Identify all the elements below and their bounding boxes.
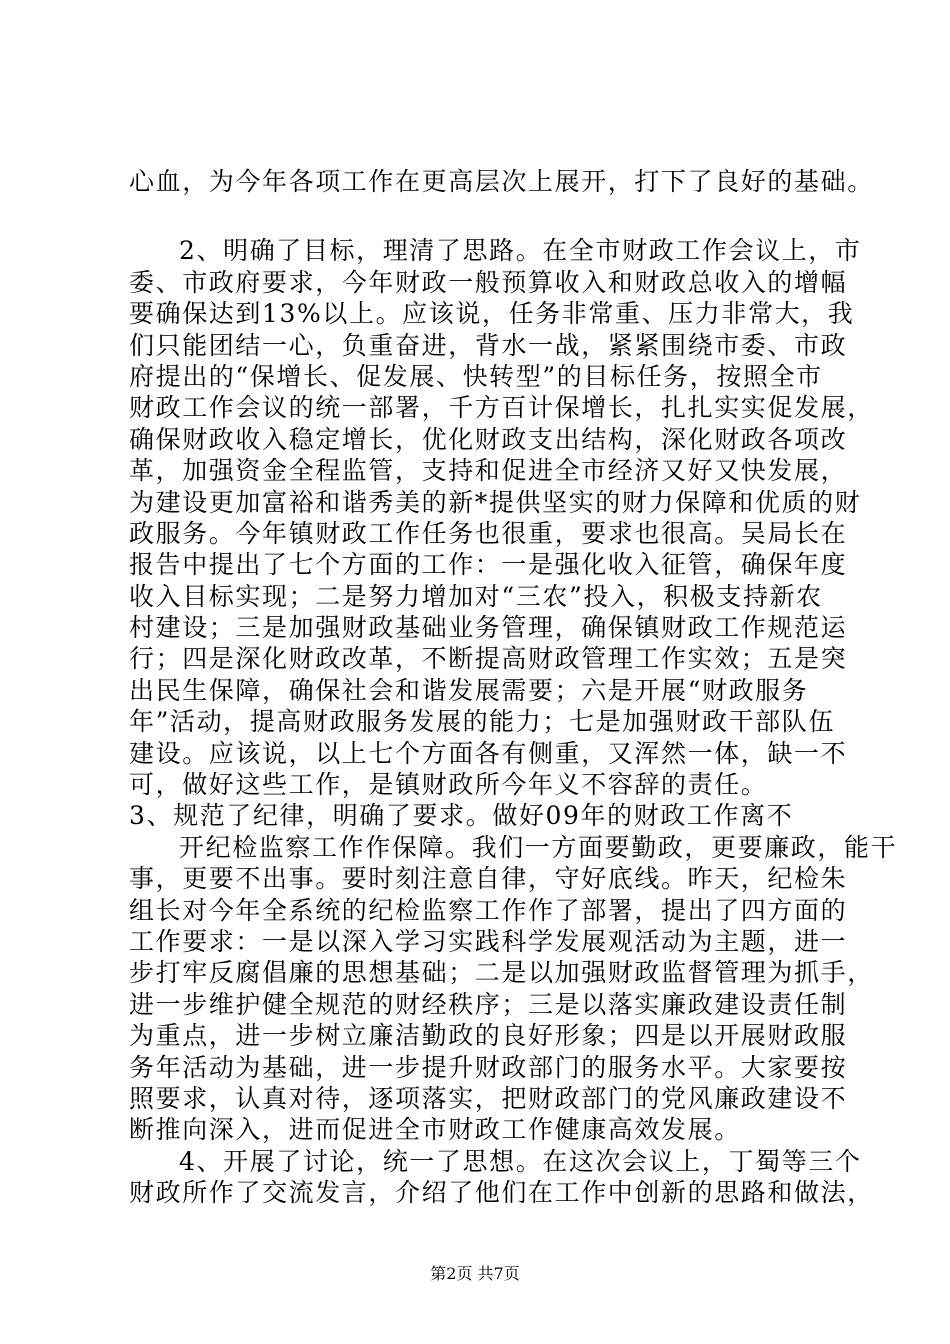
text-line: 3、规范了纪律，明确了要求。做好09年的财政工作离不: [129, 801, 794, 831]
text-line: 照要求，认真对待，逐项落实，把财政部门的党风廉政建设不: [129, 1083, 848, 1113]
text-line: 们只能团结一心，负重奋进，背水一战，紧紧围绕市委、市政: [129, 330, 848, 360]
text-line: 出民生保障，确保社会和谐发展需要；六是开展“财政服务: [129, 675, 809, 705]
text-line: 财政所作了交流发言，介绍了他们在工作中创新的思路和做法，: [129, 1178, 874, 1208]
text-line: 报告中提出了七个方面的工作：一是强化收入征管，确保年度: [129, 550, 848, 580]
page-number-footer: 第2页 共7页: [430, 1264, 520, 1283]
text-line: 要确保达到13%以上。应该说，任务非常重、压力非常大，我: [129, 299, 855, 329]
text-line: 开纪检监察工作作保障。我们一方面要勤政，更要廉政，能干: [179, 832, 898, 862]
text-line: 为建设更加富裕和谐秀美的新*提供坚实的财力保障和优质的财: [129, 487, 862, 517]
text-line: 府提出的“保增长、促发展、快转型”的目标任务，按照全市: [129, 361, 823, 391]
text-line: 步打牢反腐倡廉的思想基础；二是以加强财政监督管理为抓手，: [129, 958, 874, 988]
text-line: 2、明确了目标，理清了思路。在全市财政工作会议上，市: [179, 236, 862, 266]
text-line: 工作要求：一是以深入学习实践科学发展观活动为主题，进一: [129, 926, 848, 956]
body-text: [129, 166, 898, 1209]
text-line: 行；四是深化财政改革，不断提高财政管理工作实效；五是突: [129, 644, 848, 674]
text-line: 组长对今年全系统的纪检监察工作作了部署，提出了四方面的: [129, 895, 848, 925]
text-line: 4、开展了讨论，统一了思想。在这次会议上，丁蜀等三个: [179, 1146, 862, 1176]
text-line: 村建设；三是加强财政基础业务管理，确保镇财政工作规范运: [129, 613, 848, 643]
text-line: 年”活动，提高财政服务发展的能力；七是加强财政干部队伍: [129, 707, 835, 737]
text-line: 为重点，进一步树立廉洁勤政的良好形象；四是以开展财政服: [129, 1021, 848, 1051]
text-line: 事，更要不出事。要时刻注意自律，守好底线。昨天，纪检朱: [129, 864, 848, 894]
text-line: 断推向深入，进而促进全市财政工作健康高效发展。: [129, 1115, 741, 1145]
text-line: 心血，为今年各项工作在更高层次上展开，打下了良好的基础。: [129, 167, 874, 196]
paragraph-gap: [129, 197, 829, 235]
text-line: 进一步维护健全规范的财经秩序；三是以落实廉政建设责任制: [129, 989, 848, 1019]
text-line: 财政工作会议的统一部署，千方百计保增长，扎扎实实促发展，: [129, 393, 874, 423]
text-line: 革，加强资金全程监管，支持和促进全市经济又好又快发展，: [129, 456, 848, 486]
text-line: 委、市政府要求，今年财政一般预算收入和财政总收入的增幅: [129, 267, 848, 297]
text-line: 收入目标实现；二是努力增加对“三农”投入，积极支持新农: [129, 581, 823, 611]
text-line: 政服务。今年镇财政工作任务也很重，要求也很高。吴局长在: [129, 518, 848, 548]
text-line: 建设。应该说，以上七个方面各有侧重，又浑然一体，缺一不: [129, 738, 848, 768]
text-line: 确保财政收入稳定增长，优化财政支出结构，深化财政各项改: [129, 424, 848, 454]
text-line: 务年活动为基础，进一步提升财政部门的服务水平。大家要按: [129, 1052, 848, 1082]
text-line: 可，做好这些工作，是镇财政所今年义不容辞的责任。: [129, 770, 768, 800]
